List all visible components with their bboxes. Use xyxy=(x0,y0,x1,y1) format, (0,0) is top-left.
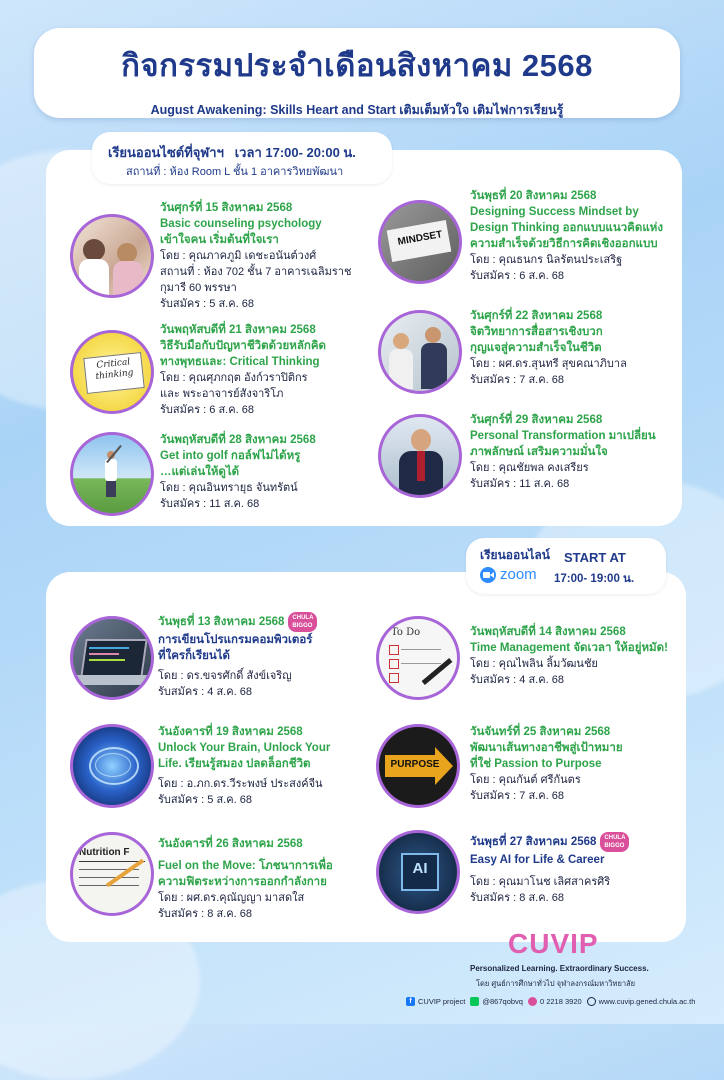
event-speaker: โดย : คุณภาคภูมิ เดชะอนันต์วงศ์ xyxy=(160,250,317,262)
event-title: ที่ใครก็เรียนได้ xyxy=(158,650,230,662)
event-speaker: โดย : อ.ภก.ดร.วีระพงษ์ ประสงค์จีน xyxy=(158,778,323,790)
line-icon xyxy=(470,997,479,1006)
globe-icon xyxy=(587,997,596,1006)
event-title: Get into golf กอล์ฟไม่ได้หรู xyxy=(160,450,301,462)
event-title: กุญแจสู่ความสำเร็จในชีวิต xyxy=(470,342,602,354)
event-date: วันพฤหัสบดีที่ 14 สิงหาคม 2568 xyxy=(470,626,626,638)
event-speaker: โดย : คุณมาโนช เลิศสาครศิริ xyxy=(470,876,611,888)
badge-line-1: CHULA xyxy=(292,615,314,621)
onsite-event-5 xyxy=(470,308,680,388)
online-event-6 xyxy=(470,832,690,906)
event-date: วันศุกร์ที่ 15 สิงหาคม 2568 xyxy=(160,202,293,214)
communication-photo xyxy=(378,310,462,394)
counseling-photo xyxy=(70,214,154,298)
event-venue: สถานที่ : ห้อง 702 ชั้น 7 อาคารเฉลิมราช xyxy=(160,266,352,278)
todo-list-photo xyxy=(376,616,460,700)
brain-photo xyxy=(70,724,154,808)
onsite-event-6 xyxy=(470,412,680,492)
event-title: ทางพุทธและ: Critical Thinking xyxy=(160,356,320,368)
event-title: ที่ใช่ Passion to Purpose xyxy=(470,758,602,770)
event-date: วันศุกร์ที่ 22 สิงหาคม 2568 xyxy=(470,310,603,322)
nutrition-text: Nutrition F xyxy=(79,847,130,858)
online-event-4 xyxy=(470,624,690,688)
page-title: กิจกรรมประจำเดือนสิงหาคม 2568 xyxy=(121,48,593,83)
event-registration: รับสมัคร : 6 ส.ค. 68 xyxy=(470,270,564,282)
event-title: …แต่เล่นให้ดูได้ xyxy=(160,466,240,478)
onsite-location: สถานที่ : ห้อง Room L ชั้น 1 อาคารวิทยพัฒนา xyxy=(126,166,344,178)
event-speaker: และ พระอาจารย์สังจาริโภ xyxy=(160,388,284,400)
laptop-coding-photo xyxy=(70,616,154,700)
event-registration: รับสมัคร : 4 ส.ค. 68 xyxy=(158,686,252,698)
event-speaker: โดย : ผศ.ดร.คุณัญญา มาสดใส xyxy=(158,892,305,904)
facebook-link[interactable]: CUVIP project xyxy=(418,997,466,1006)
event-registration: รับสมัคร : 11 ส.ค. 68 xyxy=(160,498,260,510)
event-date: วันพฤหัสบดีที่ 28 สิงหาคม 2568 xyxy=(160,434,316,446)
todo-text: To Do xyxy=(391,627,421,638)
purpose-arrow-photo xyxy=(376,724,460,808)
event-title: วิธีรับมือกับปัญหาชีวิตด้วยหลักคิด xyxy=(160,340,326,352)
event-title: Design Thinking ออกแบบแนวคิดแห่ง xyxy=(470,222,663,234)
event-speaker: โดย : คุณกันต์ ศรีกันตร xyxy=(470,774,581,786)
nutrition-label-photo xyxy=(70,832,154,916)
event-date: วันจันทร์ที่ 25 สิงหาคม 2568 xyxy=(470,726,611,738)
event-date xyxy=(158,612,388,632)
online-time: 17:00- 19:00 น. xyxy=(554,573,635,585)
event-title: เข้าใจคน เริ่มต้นที่ใจเรา xyxy=(160,234,279,246)
event-title: การเขียนโปรแกรมคอมพิวเตอร์ xyxy=(158,634,313,646)
event-title: Time Management จัดเวลา ให้อยู่หมัด! xyxy=(470,642,668,654)
cuvip-logo: CUVIP xyxy=(508,928,599,959)
contact-bar xyxy=(406,997,695,1006)
event-title: Life. เรียนรู้สมอง ปลดล็อกชีวิต xyxy=(158,758,311,770)
title-banner xyxy=(34,28,680,118)
onsite-event-1 xyxy=(160,200,380,312)
event-registration: รับสมัคร : 5 ส.ค. 68 xyxy=(160,298,254,310)
onsite-event-3 xyxy=(160,432,380,512)
badge-line-2: BIGGO xyxy=(292,623,313,629)
event-speaker: โดย : คุณอินทรายุธ จันทรัตน์ xyxy=(160,482,298,494)
event-date: วันพุธที่ 20 สิงหาคม 2568 xyxy=(470,190,597,202)
onsite-label-box xyxy=(92,132,392,184)
chula-biggo-badge xyxy=(600,832,629,852)
badge-line-2: BIGGO xyxy=(604,843,625,849)
online-event-3 xyxy=(158,836,388,922)
event-speaker: โดย : คุณไพลิน ลิ้มวัฒนชัย xyxy=(470,658,598,670)
event-title: Unlock Your Brain, Unlock Your xyxy=(158,742,331,754)
event-date: วันศุกร์ที่ 29 สิงหาคม 2568 xyxy=(470,414,603,426)
line-id[interactable]: @867qobvq xyxy=(482,997,523,1006)
page-subtitle: August Awakening: Skills Heart and Start เติมเต็มหัวใจ เติมไฟการเรียนรู้ xyxy=(150,103,564,117)
onsite-event-2 xyxy=(160,322,380,418)
event-title: ความฟิตระหว่างการออกกำลังกาย xyxy=(158,876,327,888)
zoom-icon xyxy=(480,567,496,583)
badge-line-1: CHULA xyxy=(604,835,626,841)
website-link[interactable]: www.cuvip.gened.chula.ac.th xyxy=(598,997,696,1006)
event-date-text: วันพุธที่ 13 สิงหาคม 2568 xyxy=(158,616,285,629)
onsite-event-4 xyxy=(470,188,680,284)
event-registration: รับสมัคร : 5 ส.ค. 68 xyxy=(158,794,252,806)
online-event-1 xyxy=(158,612,388,700)
event-registration: รับสมัคร : 7 ส.ค. 68 xyxy=(470,790,564,802)
phone-icon xyxy=(528,997,537,1006)
event-date: วันอังคารที่ 19 สิงหาคม 2568 xyxy=(158,726,303,738)
event-title: Basic counseling psychology xyxy=(160,218,322,230)
event-title: จิตวิทยาการสื่อสารเชิงบวก xyxy=(470,326,603,338)
critical-thinking-photo xyxy=(70,330,154,414)
phone-number[interactable]: 0 2218 3920 xyxy=(539,997,582,1006)
event-title: Fuel on the Move: โภชนาการเพื่อ xyxy=(158,860,333,872)
event-title: Easy AI for Life & Career xyxy=(470,854,605,866)
event-speaker: โดย : ดร.ขจรศักดิ์ สังข์เจริญ xyxy=(158,670,292,682)
zoom-logo xyxy=(480,566,537,583)
event-registration: รับสมัคร : 11 ส.ค. 68 xyxy=(470,478,570,490)
event-date xyxy=(470,832,690,852)
online-event-5 xyxy=(470,724,690,804)
critical-thinking-text: Critical thinking xyxy=(95,357,134,382)
online-event-2 xyxy=(158,724,388,808)
event-date: วันอังคารที่ 26 สิงหาคม 2568 xyxy=(158,838,303,850)
event-title: ความสำเร็จด้วยวิธีการคิดเชิงออกแบบ xyxy=(470,238,658,250)
event-registration: รับสมัคร : 7 ส.ค. 68 xyxy=(470,374,564,386)
ai-chip-photo xyxy=(376,830,460,914)
purpose-text: PURPOSE xyxy=(390,759,440,770)
chula-biggo-badge xyxy=(288,612,317,632)
zoom-label: zoom xyxy=(500,566,537,583)
event-title: Designing Success Mindset by xyxy=(470,206,639,218)
event-registration: รับสมัคร : 8 ส.ค. 68 xyxy=(158,908,252,920)
event-registration: รับสมัคร : 6 ส.ค. 68 xyxy=(160,404,254,416)
event-title: ภาพลักษณ์ เสริมความมั่นใจ xyxy=(470,446,608,458)
event-date-text: วันพุธที่ 27 สิงหาคม 2568 xyxy=(470,836,597,849)
tagline: Personalized Learning. Extraordinary Success. xyxy=(470,964,649,973)
online-heading: เรียนออนไลน์ xyxy=(480,548,550,562)
event-registration: รับสมัคร : 4 ส.ค. 68 xyxy=(470,674,564,686)
organization: โดย ศูนย์การศึกษาทั่วไป จุฬาลงกรณ์มหาวิทยาลัย xyxy=(476,979,636,988)
online-label-box xyxy=(466,538,666,594)
event-date: วันพฤหัสบดีที่ 21 สิงหาคม 2568 xyxy=(160,324,316,336)
event-speaker: โดย : คุณศุภกฤต อังก์วราปิติกร xyxy=(160,372,308,384)
ai-text: AI xyxy=(412,860,428,877)
event-title: พัฒนาเส้นทางอาชีพสู่เป้าหมาย xyxy=(470,742,623,754)
event-speaker: โดย : คุณชัยพล คงเสรียร xyxy=(470,462,589,474)
event-venue: กุมารี 60 พรรษา xyxy=(160,282,237,294)
mindset-text: MINDSET xyxy=(396,229,444,248)
event-title: Personal Transformation มาเปลี่ยน xyxy=(470,430,656,442)
start-label: START AT xyxy=(564,550,626,565)
onsite-heading: เรียนออนไซต์ที่จุฬาฯ เวลา 17:00- 20:00 น. xyxy=(108,145,356,160)
golf-photo xyxy=(70,432,154,516)
event-registration: รับสมัคร : 8 ส.ค. 68 xyxy=(470,892,564,904)
facebook-icon: f xyxy=(406,997,415,1006)
mindset-puzzle-photo xyxy=(378,200,462,284)
event-speaker: โดย : คุณธนกร นิลรัตนประเสริฐ xyxy=(470,254,623,266)
event-speaker: โดย : ผศ.ดร.สุนทรี สุขคณาภิบาล xyxy=(470,358,627,370)
businessman-photo xyxy=(378,414,462,498)
